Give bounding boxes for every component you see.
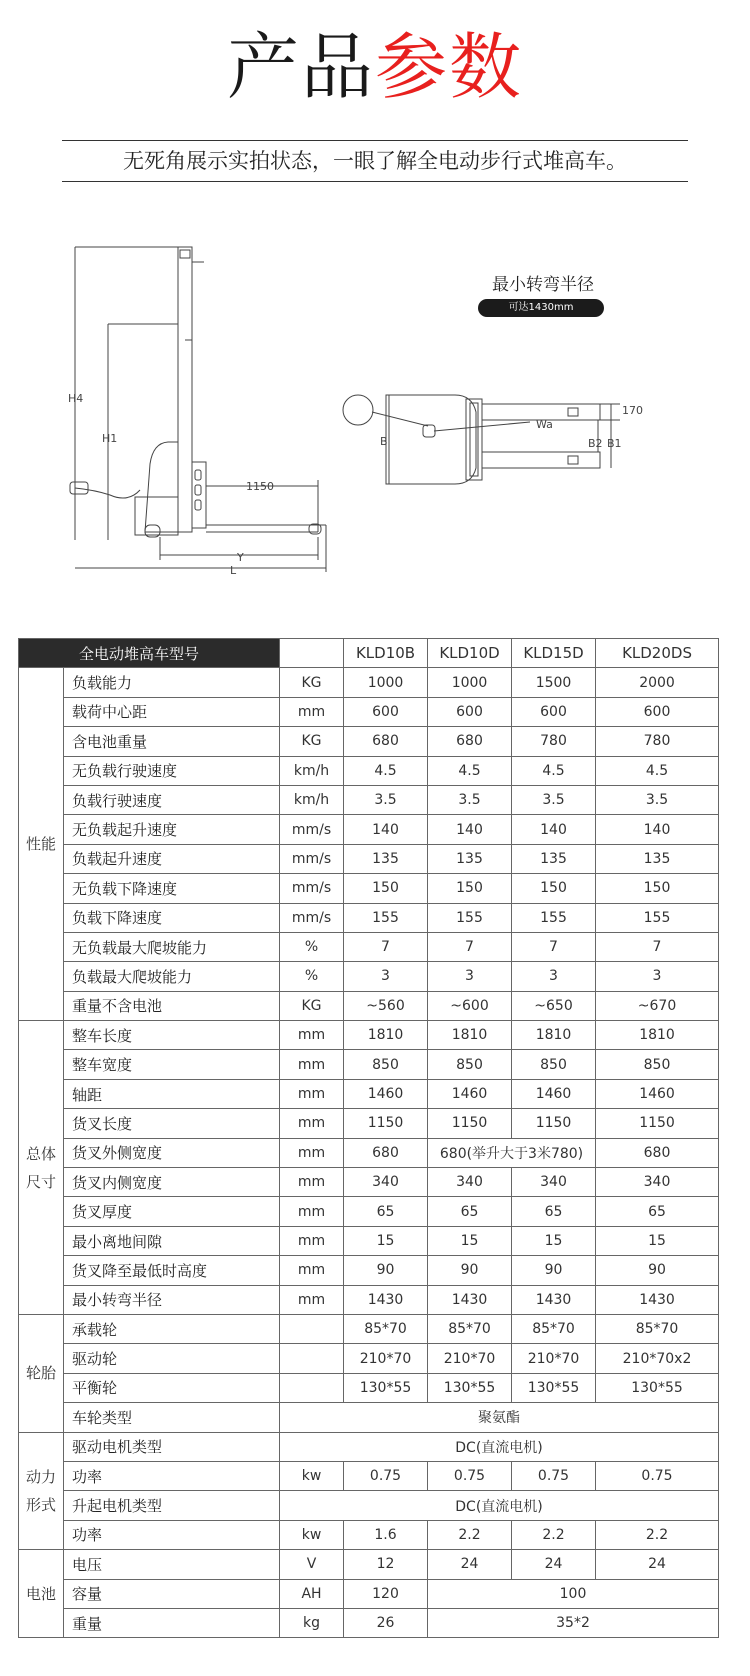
merged-value-cell: DC(直流电机) <box>280 1491 719 1520</box>
table-row <box>19 962 719 991</box>
unit-cell: mm <box>280 1050 344 1079</box>
value-cell: 3.5 <box>428 785 512 814</box>
table-row <box>19 1461 719 1490</box>
value-cell: 0.75 <box>344 1461 428 1490</box>
table-row <box>19 1432 719 1461</box>
value-cell: 3 <box>344 962 428 991</box>
value-cell: 140 <box>596 815 719 844</box>
unit-cell: % <box>280 932 344 961</box>
param-label: 车轮类型 <box>64 1403 280 1432</box>
param-label: 无负载下降速度 <box>64 874 280 903</box>
table-row <box>19 1344 719 1373</box>
value-cell: 1810 <box>428 1021 512 1050</box>
unit-cell: km/h <box>280 756 344 785</box>
value-cell: 1460 <box>344 1079 428 1108</box>
param-label: 货叉厚度 <box>64 1197 280 1226</box>
table-row <box>19 1608 719 1637</box>
unit-cell: mm/s <box>280 844 344 873</box>
value-cell: ~650 <box>512 991 596 1020</box>
load-wheel-right <box>568 456 578 464</box>
unit-cell: % <box>280 962 344 991</box>
title-part-red: 参数 <box>375 25 524 109</box>
value-cell: 1430 <box>596 1285 719 1314</box>
table-row <box>19 1050 719 1079</box>
param-label: 电压 <box>64 1550 280 1579</box>
value-cell: 600 <box>512 697 596 726</box>
param-label: 含电池重量 <box>64 727 280 756</box>
value-cell: 100 <box>428 1579 719 1608</box>
value-cell: ~670 <box>596 991 719 1020</box>
value-cell: 155 <box>344 903 428 932</box>
label-170: 170 <box>622 404 643 417</box>
value-cell: 780 <box>512 727 596 756</box>
table-row <box>19 1138 719 1167</box>
value-cell: 680 <box>344 727 428 756</box>
table-row <box>19 697 719 726</box>
unit-cell: mm <box>280 1168 344 1197</box>
table-row <box>19 815 719 844</box>
value-cell: 120 <box>344 1579 428 1608</box>
value-cell: 150 <box>428 874 512 903</box>
label-b1: B1 <box>607 437 622 450</box>
value-cell: 24 <box>596 1550 719 1579</box>
value-cell: 1810 <box>344 1021 428 1050</box>
value-cell: 600 <box>596 697 719 726</box>
value-cell: ~600 <box>428 991 512 1020</box>
drive-unit <box>145 442 178 532</box>
value-cell: 1430 <box>512 1285 596 1314</box>
value-cell: 340 <box>344 1168 428 1197</box>
value-cell: 680 <box>344 1138 428 1167</box>
value-cell: 3.5 <box>512 785 596 814</box>
value-cell: 1810 <box>596 1021 719 1050</box>
value-cell: 135 <box>512 844 596 873</box>
value-cell: 155 <box>428 903 512 932</box>
param-label: 负载行驶速度 <box>64 785 280 814</box>
unit-cell <box>280 1373 344 1402</box>
table-row <box>19 1021 719 1050</box>
mast-top-view <box>470 403 478 476</box>
table-row <box>19 1403 719 1432</box>
turning-radius-badge: 可达1430mm <box>478 299 604 317</box>
param-label: 货叉外侧宽度 <box>64 1138 280 1167</box>
mast-hole <box>180 250 190 258</box>
param-label: 整车长度 <box>64 1021 280 1050</box>
param-label: 负载起升速度 <box>64 844 280 873</box>
value-cell: 600 <box>344 697 428 726</box>
value-cell: 150 <box>344 874 428 903</box>
value-cell: 135 <box>344 844 428 873</box>
param-label: 载荷中心距 <box>64 697 280 726</box>
page-title <box>0 22 750 112</box>
table-row <box>19 874 719 903</box>
value-cell: 130*55 <box>512 1373 596 1402</box>
value-cell: 135 <box>596 844 719 873</box>
model-header-label: 全电动堆高车型号 <box>19 639 280 668</box>
load-wheel-left <box>568 408 578 416</box>
value-cell: 150 <box>596 874 719 903</box>
value-cell: 1430 <box>344 1285 428 1314</box>
value-cell: 3 <box>512 962 596 991</box>
value-cell: 3.5 <box>596 785 719 814</box>
table-row <box>19 668 719 697</box>
unit-cell: mm <box>280 1079 344 1108</box>
param-label: 重量不含电池 <box>64 991 280 1020</box>
value-cell: 155 <box>512 903 596 932</box>
value-cell: 7 <box>512 932 596 961</box>
value-cell: 0.75 <box>596 1461 719 1490</box>
label-1150: 1150 <box>246 480 274 493</box>
unit-cell: mm <box>280 1285 344 1314</box>
unit-cell: mm <box>280 1226 344 1255</box>
value-cell: 680(举升大于3米780) <box>428 1138 596 1167</box>
param-label: 驱动电机类型 <box>64 1432 280 1461</box>
value-cell: 24 <box>512 1550 596 1579</box>
value-cell: 24 <box>428 1550 512 1579</box>
param-label: 无负载起升速度 <box>64 815 280 844</box>
unit-cell: mm <box>280 697 344 726</box>
value-cell: 850 <box>596 1050 719 1079</box>
unit-cell: mm <box>280 1109 344 1138</box>
value-cell: 65 <box>344 1197 428 1226</box>
param-label: 承载轮 <box>64 1314 280 1343</box>
table-row <box>19 756 719 785</box>
model-header-3: KLD20DS <box>596 639 719 668</box>
unit-cell: AH <box>280 1579 344 1608</box>
merged-value-cell: 聚氨酯 <box>280 1403 719 1432</box>
param-label: 负载能力 <box>64 668 280 697</box>
param-label: 负载下降速度 <box>64 903 280 932</box>
unit-cell: KG <box>280 668 344 697</box>
param-label: 整车宽度 <box>64 1050 280 1079</box>
turning-radius-title: 最小转弯半径 <box>492 275 594 295</box>
value-cell: 65 <box>596 1197 719 1226</box>
value-cell: 1150 <box>512 1109 596 1138</box>
fork-right-top-view <box>482 452 600 468</box>
label-b2: B2 <box>588 437 603 450</box>
value-cell: 1430 <box>428 1285 512 1314</box>
value-cell: 340 <box>512 1168 596 1197</box>
value-cell: 1460 <box>428 1079 512 1108</box>
table-row <box>19 1285 719 1314</box>
stacker-dimension-diagram <box>0 230 750 610</box>
table-row <box>19 1520 719 1549</box>
value-cell: 210*70x2 <box>596 1344 719 1373</box>
table-row <box>19 1579 719 1608</box>
value-cell: 15 <box>596 1226 719 1255</box>
value-cell: 680 <box>428 727 512 756</box>
carriage-slot-2 <box>195 485 201 495</box>
unit-cell: mm <box>280 1197 344 1226</box>
value-cell: 90 <box>512 1256 596 1285</box>
tiller-line <box>372 412 428 426</box>
value-cell: 2.2 <box>512 1520 596 1549</box>
value-cell: 90 <box>428 1256 512 1285</box>
value-cell: 850 <box>512 1050 596 1079</box>
value-cell: 4.5 <box>512 756 596 785</box>
unit-cell: mm <box>280 1138 344 1167</box>
value-cell: 7 <box>428 932 512 961</box>
param-label: 最小转弯半径 <box>64 1285 280 1314</box>
value-cell: 130*55 <box>596 1373 719 1402</box>
table-row <box>19 991 719 1020</box>
value-cell: 1150 <box>596 1109 719 1138</box>
value-cell: 210*70 <box>512 1344 596 1373</box>
value-cell: 680 <box>596 1138 719 1167</box>
table-row <box>19 903 719 932</box>
param-label: 升起电机类型 <box>64 1491 280 1520</box>
value-cell: 1460 <box>596 1079 719 1108</box>
unit-cell: kw <box>280 1461 344 1490</box>
unit-cell: mm <box>280 1021 344 1050</box>
param-label: 货叉内侧宽度 <box>64 1168 280 1197</box>
value-cell: 15 <box>344 1226 428 1255</box>
value-cell: 12 <box>344 1550 428 1579</box>
value-cell: 26 <box>344 1608 428 1637</box>
param-label: 无负载行驶速度 <box>64 756 280 785</box>
value-cell: 4.5 <box>596 756 719 785</box>
table-row <box>19 1197 719 1226</box>
param-label: 无负载最大爬坡能力 <box>64 932 280 961</box>
value-cell: 65 <box>428 1197 512 1226</box>
value-cell: 15 <box>428 1226 512 1255</box>
unit-cell: mm/s <box>280 903 344 932</box>
value-cell: 600 <box>428 697 512 726</box>
unit-cell <box>280 1314 344 1343</box>
param-label: 功率 <box>64 1461 280 1490</box>
value-cell: 3 <box>596 962 719 991</box>
unit-header-cell <box>280 639 344 668</box>
label-h1: H1 <box>102 432 118 445</box>
value-cell: 135 <box>428 844 512 873</box>
value-cell: 3.5 <box>344 785 428 814</box>
value-cell: 3 <box>428 962 512 991</box>
table-row <box>19 785 719 814</box>
value-cell: ~560 <box>344 991 428 1020</box>
label-y: Y <box>237 551 244 564</box>
value-cell: 780 <box>596 727 719 756</box>
outer-mast <box>178 247 192 532</box>
value-cell: 130*55 <box>344 1373 428 1402</box>
value-cell: 2.2 <box>596 1520 719 1549</box>
value-cell: 2.2 <box>428 1520 512 1549</box>
table-row <box>19 727 719 756</box>
group-label: 性能 <box>19 668 64 1021</box>
value-cell: 65 <box>512 1197 596 1226</box>
value-cell: 1150 <box>344 1109 428 1138</box>
param-label: 最小离地间隙 <box>64 1226 280 1255</box>
model-header-2: KLD15D <box>512 639 596 668</box>
carriage-slot-3 <box>195 500 201 510</box>
value-cell: 850 <box>344 1050 428 1079</box>
model-header-0: KLD10B <box>344 639 428 668</box>
value-cell: 85*70 <box>344 1314 428 1343</box>
table-row <box>19 1550 719 1579</box>
table-row <box>19 1109 719 1138</box>
body-base <box>135 497 178 535</box>
param-label: 平衡轮 <box>64 1373 280 1402</box>
value-cell: 150 <box>512 874 596 903</box>
value-cell: 1.6 <box>344 1520 428 1549</box>
value-cell: 1000 <box>428 668 512 697</box>
model-header-1: KLD10D <box>428 639 512 668</box>
unit-cell: mm/s <box>280 874 344 903</box>
value-cell: 7 <box>596 932 719 961</box>
unit-cell: mm <box>280 1256 344 1285</box>
param-label: 重量 <box>64 1608 280 1637</box>
table-row <box>19 1079 719 1108</box>
value-cell: 210*70 <box>428 1344 512 1373</box>
param-label: 货叉降至最低时高度 <box>64 1256 280 1285</box>
label-h4: H4 <box>68 392 84 405</box>
title-part-black: 产品 <box>226 25 375 109</box>
value-cell: 15 <box>512 1226 596 1255</box>
param-label: 货叉长度 <box>64 1109 280 1138</box>
table-row <box>19 1491 719 1520</box>
carriage-top-view <box>466 399 482 480</box>
value-cell: 1460 <box>512 1079 596 1108</box>
value-cell: 2000 <box>596 668 719 697</box>
value-cell: 1500 <box>512 668 596 697</box>
unit-cell: KG <box>280 991 344 1020</box>
value-cell: 155 <box>596 903 719 932</box>
table-row <box>19 932 719 961</box>
table-row <box>19 1373 719 1402</box>
group-label: 轮胎 <box>19 1314 64 1432</box>
value-cell: 140 <box>344 815 428 844</box>
subtitle-bar <box>62 140 688 182</box>
drive-wheel-top-view <box>423 425 435 437</box>
value-cell: 90 <box>596 1256 719 1285</box>
carriage-slot-1 <box>195 470 201 480</box>
value-cell: 85*70 <box>428 1314 512 1343</box>
group-label: 电池 <box>19 1550 64 1638</box>
param-label: 驱动轮 <box>64 1344 280 1373</box>
value-cell: 1810 <box>512 1021 596 1050</box>
merged-value-cell: DC(直流电机) <box>280 1432 719 1461</box>
subtitle: 无死角展示实拍状态，一眼了解全电动步行式堆高车。 <box>123 149 627 173</box>
table-row <box>19 1314 719 1343</box>
value-cell: 1000 <box>344 668 428 697</box>
label-b: B <box>380 435 388 448</box>
value-cell: 4.5 <box>428 756 512 785</box>
unit-cell: V <box>280 1550 344 1579</box>
value-cell: 90 <box>344 1256 428 1285</box>
value-cell: 35*2 <box>428 1608 719 1637</box>
group-label: 总体尺寸 <box>19 1021 64 1315</box>
value-cell: 850 <box>428 1050 512 1079</box>
param-label: 容量 <box>64 1579 280 1608</box>
unit-cell <box>280 1344 344 1373</box>
value-cell: 0.75 <box>512 1461 596 1490</box>
unit-cell: mm/s <box>280 815 344 844</box>
value-cell: 4.5 <box>344 756 428 785</box>
value-cell: 210*70 <box>344 1344 428 1373</box>
value-cell: 130*55 <box>428 1373 512 1402</box>
value-cell: 140 <box>512 815 596 844</box>
value-cell: 0.75 <box>428 1461 512 1490</box>
param-label: 负载最大爬坡能力 <box>64 962 280 991</box>
table-row <box>19 1168 719 1197</box>
value-cell: 340 <box>596 1168 719 1197</box>
value-cell: 7 <box>344 932 428 961</box>
unit-cell: km/h <box>280 785 344 814</box>
table-row <box>19 1256 719 1285</box>
param-label: 轴距 <box>64 1079 280 1108</box>
param-label: 功率 <box>64 1520 280 1549</box>
label-wa: Wa <box>536 418 553 431</box>
value-cell: 140 <box>428 815 512 844</box>
group-label: 动力形式 <box>19 1432 64 1550</box>
unit-cell: kg <box>280 1608 344 1637</box>
table-row <box>19 844 719 873</box>
body-top-view <box>386 395 476 484</box>
unit-cell: KG <box>280 727 344 756</box>
table-header-row <box>19 639 719 668</box>
value-cell: 85*70 <box>512 1314 596 1343</box>
label-l: L <box>230 564 237 577</box>
spec-table <box>18 638 719 1638</box>
value-cell: 340 <box>428 1168 512 1197</box>
value-cell: 85*70 <box>596 1314 719 1343</box>
unit-cell: kw <box>280 1520 344 1549</box>
table-row <box>19 1226 719 1255</box>
tiller-top-view <box>343 395 373 425</box>
value-cell: 1150 <box>428 1109 512 1138</box>
